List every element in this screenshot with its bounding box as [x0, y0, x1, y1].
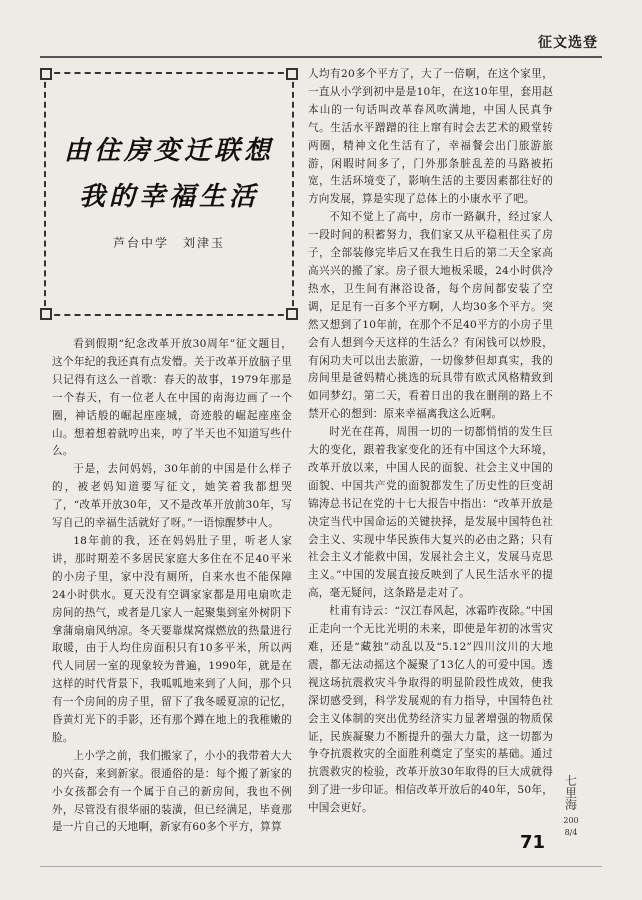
magazine-margin-label: [560, 775, 582, 839]
paragraph: 人均有20多个平方了，大了一倍啊，在这个家里，一直从小学到初中是是10年，在这10年里，套用赵本山的一句话叫改革春风吹满地，中国人民真争气。生活水平蹭蹭的往上窜有时会去艺术的殿堂转两圈，精神文化生活有了，幸福餐会出门旅游旅游，闲暇时间多了，门外那条脏乱差的马路被拓宽，生活环境变了，影响生活的主要因素都往好的方向发展，算是实现了总体上的小康水平了吧。: [308, 68, 553, 206]
article-title-line-1: 由住房变迁联想: [63, 136, 274, 166]
right-column: [308, 66, 553, 818]
paragraph: 看到假期“纪念改革开放30周年”征文题目，这个年纪的我还真有点发懵。关于改革开放脑子里只记得有这么一首歌：春天的故事，1979年那是一个春天，有一位老人在中国的南海边画了一个圈，神话般的崛起座座城，奇迹般的崛起座座金山。想着想着就哼出来，哼了半天也不知道写些什么。: [52, 338, 292, 458]
corner-ornament: [40, 308, 52, 320]
section-tag: 征文选登: [530, 32, 598, 52]
paragraph: 上小学之前，我们搬家了，小小的我带着大大的兴奋，来到新家。很通俗的是：每个搬了新家的小女孩都会有一个属于自己的新房间，我也不例外，尽管没有很华丽的装潢，但已经满足，毕竟那是一片自己的天地啊，新家有60多个平方，算算: [52, 749, 292, 834]
paragraph: 于是，去问妈妈，30年前的中国是什么样子的，被老妈知道要写征文，她笑着我都想哭了，“改革开放30年，又不是改革开放前30年，写写自己的幸福生活就好了呀。”一语惊醒梦中人。: [52, 463, 292, 530]
paragraph: 时光在荏苒，周围一切的一切都悄悄的发生巨大的变化，跟着我家变化的还有中国这个大环境，改革开放以来，中国人民的面貌、社会主义中国的面貌、中国共产党的面貌都发生了历史性的巨变胡锦涛总书记在党的十七大报告中指出：“改革开放是决定当代中国命运的关键抉择，是发展中国特色社会主义、实现中华民族伟大复兴的必由之路；只有社会主义才能救中国，发展社会主义，发展马克思主义。”中国的发展直接反映到了人民生活水平的提高，毫无疑问，这条路是走对了。: [308, 426, 553, 600]
issue-number: 2008/4: [563, 816, 579, 837]
footer-rule: [40, 866, 602, 867]
paragraph: 18年前的我，还在妈妈肚子里，听老人家讲，那时期差不多居民家庭大多住在不足40平米的小房子里，家中没有厕所，自来水也不能保障24小时供水。夏天没有空调家家都是用电扇吹走房间的热气，或者是几家人一起聚集到室外树阴下拿蒲扇扇风纳凉。冬天要靠煤窝煤燃放的热量进行取暖，由于人均住房面积只有10多平米，所以两代人同居一室的现象较为普遍，1990年，就是在这样的时代背景下，我呱呱地来到了人间，那个只有一个房间的房子里，留下了我冬暖夏凉的记忆，昏黄灯光下的手影，还有那个蹲在地上的我稚嫩的脸。: [52, 534, 292, 744]
paragraph: 不知不觉上了高中，房市一路飙升，经过家人一段时间的积蓄努力，我们家又从平稳租住买了房子，全部装修完毕后又在我生日后的第二天全家高高兴兴的搬了家。房子很大地板采暖，24小时供冷热水，卫生间有淋浴设备，每个房间都安装了空调，足足有一百多个平方啊，人均30多个平方。突然又想到了10年前，在那个不足40平方的小房子里会有人想到今天这样的生活么？有闲钱可以炒股，有闲功夫可以出去旅游，一切像梦但却真实，我的房间里是爸妈精心挑选的玩具带有欧式风格精致到如同梦幻。第二天，看着日出的我在删削的路上不禁开心的想到：原来幸福离我这么近啊。: [308, 211, 553, 421]
paragraph: 杜甫有诗云：“汉江春风起，冰霜昨夜除。”中国正走向一个无比光明的未来，即使是年初的冰雪灾难，还是“藏独”动乱以及“5.12”四川汶川的大地震，都无法动摇这个凝聚了13亿人的可爱中国。透视这场抗震救灾斗争取得的明显阶段性成效，使我深切感受到，科学发展观的有力指导，中国特色社会主义体制的突出优势经济实力显著增强的物质保证，民族凝聚力不断提升的强大力量，这一切都为争夺抗震救灾的全面胜利奠定了坚实的基础。通过抗震救灾的检验，改革开放30年取得的巨大成就得到了进一步印证。相信改革开放后的40年，50年，中国会更好。: [308, 605, 553, 815]
corner-ornament: [286, 68, 298, 80]
left-column: [52, 336, 292, 837]
title-box: [44, 72, 294, 316]
corner-ornament: [40, 68, 52, 80]
corner-ornament: [286, 308, 298, 320]
article-byline: 芦台中学 刘津玉: [112, 236, 225, 250]
magazine-name: 七里海: [564, 774, 577, 812]
article-title-line-2: 我的幸福生活: [78, 182, 259, 212]
page-number: 71: [520, 832, 546, 853]
header-rule: [40, 56, 602, 58]
